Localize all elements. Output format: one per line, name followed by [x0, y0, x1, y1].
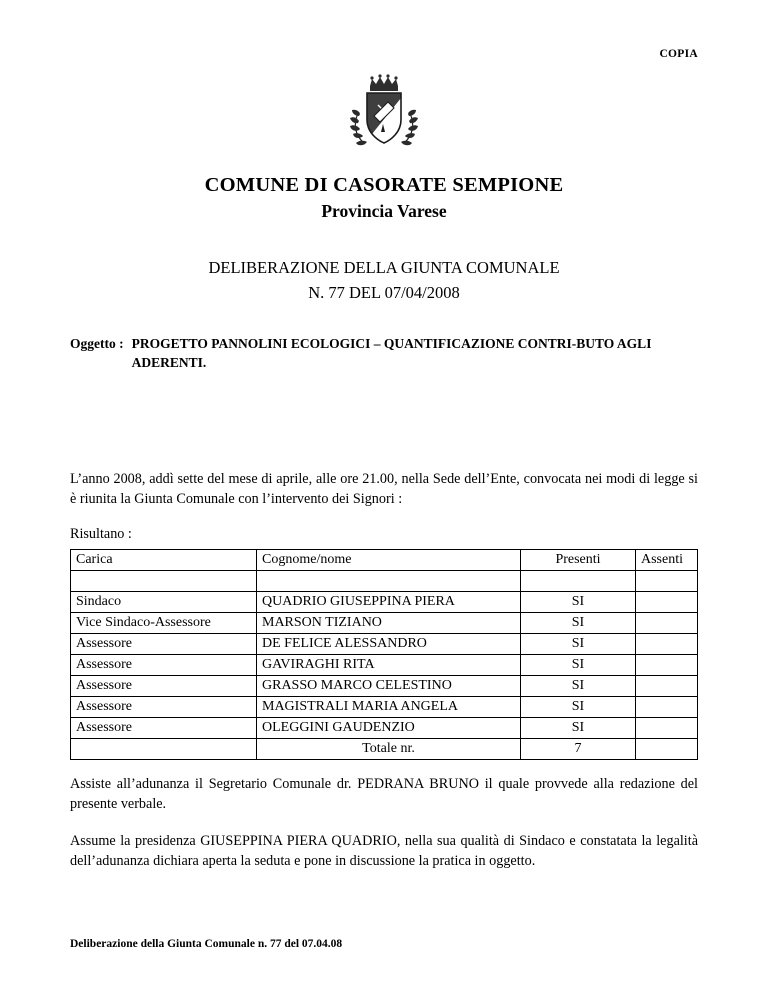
cell-nome: GRASSO MARCO CELESTINO	[257, 675, 521, 696]
cell-carica: Assessore	[71, 633, 257, 654]
municipal-crest-icon	[345, 72, 423, 158]
total-assenti	[636, 738, 698, 759]
cell-carica: Assessore	[71, 717, 257, 738]
attendance-table	[70, 549, 698, 760]
cell-assenti	[636, 633, 698, 654]
presidency-paragraph: Assume la presidenza GIUSEPPINA PIERA QUADRIO, nella sua qualità di Sindaco e constatata la legalità dell’adunanza dichiara aperta la seduta e pone in discussione la pratica in oggetto.	[70, 833, 698, 870]
cell-carica: Sindaco	[71, 591, 257, 612]
header-assenti: Assenti	[636, 549, 698, 570]
cell-nome: MAGISTRALI MARIA ANGELA	[257, 696, 521, 717]
cell-nome: MARSON TIZIANO	[257, 612, 521, 633]
table-header-row	[71, 549, 698, 570]
intro-paragraph: L’anno 2008, addì sette del mese di aprile, alle ore 21.00, nella Sede dell’Ente, convocata nei modi di legge si è riunita la Giunta Comunale con l’intervento dei Signori :	[70, 470, 698, 507]
subject-text: PROGETTO PANNOLINI ECOLOGICI – QUANTIFICAZIONE CONTRI-BUTO AGLI ADERENTI.	[131, 335, 652, 371]
header-nome: Cognome/nome	[257, 549, 521, 570]
table-total-row	[71, 738, 698, 759]
cell-assenti	[636, 696, 698, 717]
cell-presenti: SI	[521, 654, 636, 675]
cell-carica: Vice Sindaco-Assessore	[71, 612, 257, 633]
cell-assenti	[636, 654, 698, 675]
subject-label: Oggetto :	[70, 335, 124, 351]
attendance-label: Risultano :	[70, 525, 132, 542]
cell-presenti: SI	[521, 612, 636, 633]
cell-assenti	[636, 591, 698, 612]
cell-carica: Assessore	[71, 696, 257, 717]
cell-nome: DE FELICE ALESSANDRO	[257, 633, 521, 654]
table-row	[71, 696, 698, 717]
table-row	[71, 675, 698, 696]
cell-assenti	[636, 717, 698, 738]
table-row	[71, 612, 698, 633]
total-label: Totale nr.	[257, 738, 521, 759]
subject-block	[70, 334, 698, 373]
cell-nome: QUADRIO GIUSEPPINA PIERA	[257, 591, 521, 612]
cell-assenti	[636, 612, 698, 633]
page-title: COMUNE DI CASORATE SEMPIONE	[204, 174, 564, 196]
page-subtitle: Provincia Varese	[321, 201, 447, 221]
cell-presenti: SI	[521, 675, 636, 696]
secretary-paragraph: Assiste all’adunanza il Segretario Comunale dr. PEDRANA BRUNO il quale provvede alla redazione del presente verbale.	[70, 775, 698, 813]
crest-container	[70, 72, 698, 158]
cell-carica: Assessore	[71, 654, 257, 675]
cell-presenti: SI	[521, 696, 636, 717]
cell-presenti: SI	[521, 591, 636, 612]
header-carica: Carica	[71, 549, 257, 570]
title-block	[70, 174, 698, 222]
table-spacer-row	[71, 570, 698, 591]
deliberation-line-2: N. 77 DEL 07/04/2008	[308, 282, 460, 302]
total-presenti: 7	[521, 738, 636, 759]
deliberation-heading	[70, 256, 698, 306]
cell-carica: Assessore	[71, 675, 257, 696]
cell-presenti: SI	[521, 633, 636, 654]
table-row	[71, 591, 698, 612]
table-row	[71, 654, 698, 675]
header-presenti: Presenti	[521, 549, 636, 570]
cell-presenti: SI	[521, 717, 636, 738]
copy-marker: COPIA	[659, 48, 698, 60]
cell-nome: OLEGGINI GAUDENZIO	[257, 717, 521, 738]
deliberation-line-1: DELIBERAZIONE DELLA GIUNTA COMUNALE	[208, 258, 560, 277]
page-footer: Deliberazione della Giunta Comunale n. 77 del 07.04.08	[70, 938, 343, 950]
table-row	[71, 717, 698, 738]
cell-nome: GAVIRAGHI RITA	[257, 654, 521, 675]
table-row	[71, 633, 698, 654]
cell-assenti	[636, 675, 698, 696]
